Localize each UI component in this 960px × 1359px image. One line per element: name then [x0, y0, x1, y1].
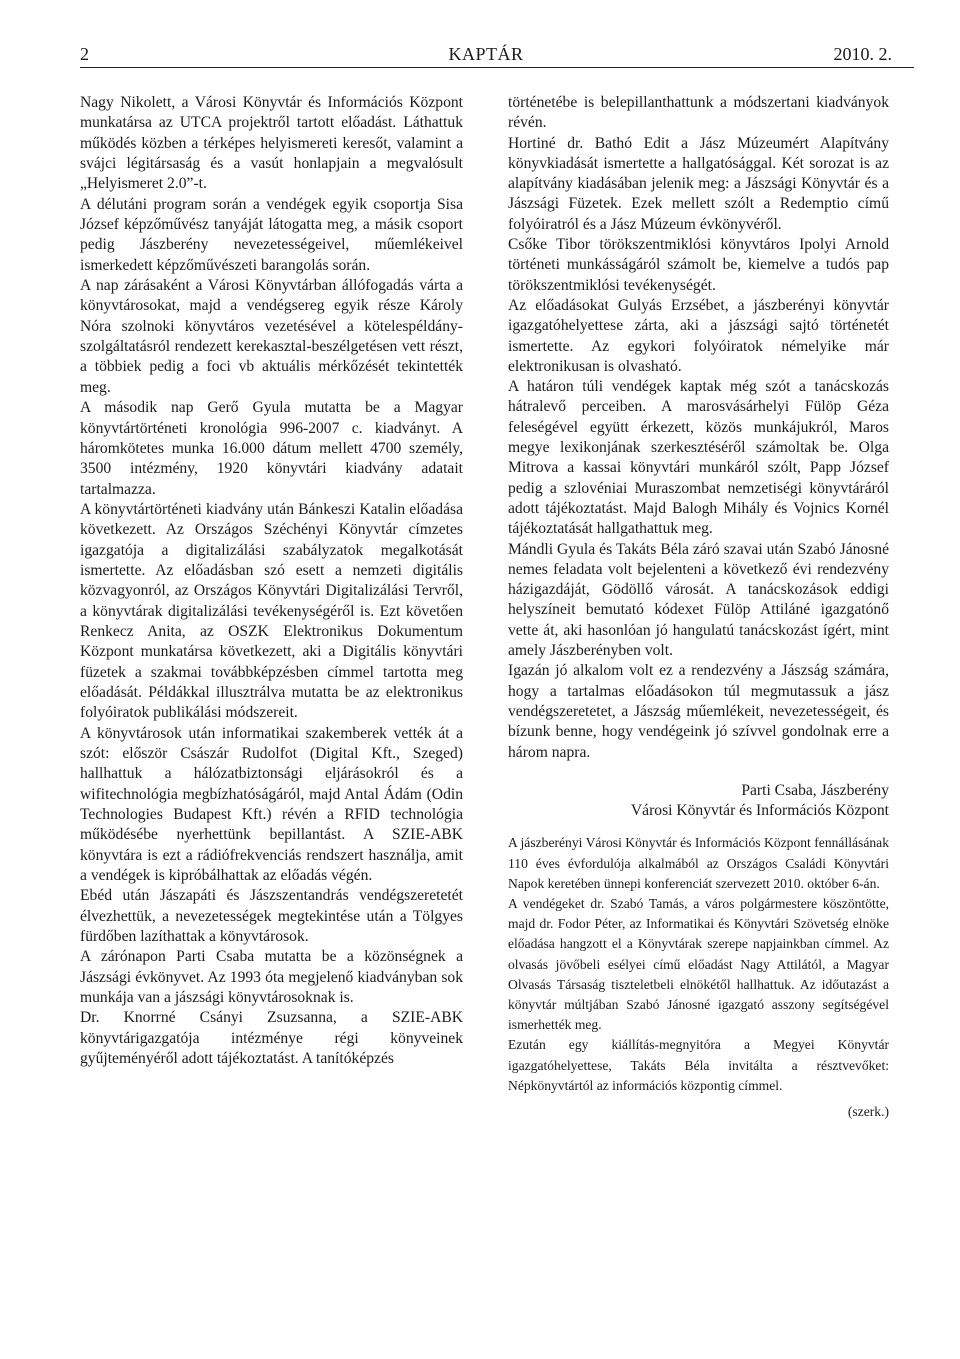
paragraph: Hortiné dr. Bathó Edit a Jász Múzeumért Alapítvány könyvkiadását ismertette a hallgatósággal. Két sorozat is az alapítvány kiadásában jelenik meg: a Jászsági Könyvtár és a Jászsági Füzetek. Ezek mellett szólt a Redemptio című folyóiratról és a Jász Múzeum évkönyvéről. — [508, 134, 889, 233]
paragraph: A zárónapon Parti Csaba mutatta be a közönségnek a Jászsági évkönyvet. Az 1993 óta megjelenő kiadványban sok munkája van a jászsági könyvtárosoknak is. — [80, 948, 463, 1007]
journal-title: KAPTÁR — [448, 44, 524, 64]
paragraph: A határon túli vendégek kaptak még szót a tanácskozás hátralevő perceiben. A marosvásárhelyi Fülöp Géza feleségével együtt érkezett, közös munkájukról, Maros megye lexikonjának szerkesztéséről számoltak be. Olga Mitrova a kassai könyvtári munkáról szólt, Papp József pedig a szlovéniai Muraszombat nemzetiségi könyvtáráról adott tájékoztatást. Majd Balogh Mihály és Vojnics Kornél tájékoztatását hallgathattuk meg. — [508, 378, 889, 538]
article-continuation — [508, 93, 889, 821]
page-number: 2 — [80, 44, 89, 64]
paragraph: A könyvtártörténeti kiadvány után Bánkeszi Katalin előadása következett. Az Országos Széchényi Könyvtár címzetes igazgatója a digitalizálási szabályzatok megalkotását ismertette. Az előadásban szó esett a nemzeti digitális közvagyonról, az Országos Könyvtári Digitalizálási Tervről, a könyvtárak digitalizálási tevékenységéről is. Ezt követően Renkecz Anita, az OSZK Elektronikus Dokumentum Központ munkatársa következett, aki a Digitális könyvtári füzetek a szakmai továbbképzésben címmel tartotta meg előadását. Példákkal illusztrálva mutatta be az elektronikus folyóiratok publikálási módszereit. — [80, 500, 463, 722]
left-column — [80, 93, 463, 1070]
paragraph: Nagy Nikolett, a Városi Könyvtár és Információs Központ munkatársa az UTCA projektről tartott előadást. Láthattuk működés közben a térképes helyismereti keresőt, valamint a svájci légitársaság és a vasút honlapjain a megvalósult „Helyismeret 2.0”-t. — [80, 94, 463, 193]
paragraph: A délutáni program során a vendégek egyik csoportja Sisa József képzőművész tanyáját látogatta meg, a másik csoport pedig Jászberény nevezetességeivel, műemlékeivel ismerkedett képzőművészeti barangolás során. — [80, 195, 463, 274]
paragraph: A második nap Gerő Gyula mutatta be a Magyar könyvtártörténeti kronológia 996-2007 c. kiadványt. A háromkötetes munka 16.000 dátum mellett 4700 személy, 3500 intézmény, 1920 könyvtári kiadvány adatait tartalmazza. — [80, 399, 463, 498]
paragraph: Ebéd után Jászapáti és Jászszentandrás vendégszeretetét élvezhettük, a nevezetességek megtekintése után a Tölgyes fürdőben lazíthattak a könyvtárosok. — [80, 887, 463, 946]
paragraph: Az előadásokat Gulyás Erzsébet, a jászberényi könyvtár igazgatóhelyettese zárta, aki a jászsági sajtó történetét ismertette. Az egykori folyóiratok némelyike már elektronikusan is olvasható. — [508, 296, 889, 375]
header-rule — [80, 67, 914, 68]
news-item — [508, 833, 889, 1122]
editor-credit: (szerk.) — [847, 1104, 889, 1120]
paragraph: Csőke Tibor törökszentmiklósi könyvtáros Ipolyi Arnold történeti munkásságáról számolt be, kiemelve a tudós pap törökszentmiklósi tevékenységét. — [508, 236, 889, 294]
paragraph: A vendégeket dr. Szabó Tamás, a város polgármestere köszöntötte, majd dr. Fodor Péter, az Informatikai és Könyvtári Szövetség elnöke előadása hangzott el a Könyvtárak szerepe napjainkban címmel. Az olvasás jövőbeli esélyei című előadást Nagy Attilától, a Magyar Olvasás Társaság tiszteletbeli elnökétől hallhattuk. Az időutazást a könyvtár múltjában Szabó Jánosné igazgató asszony segítségével ismerhették meg. — [508, 896, 889, 1033]
paragraph: A könyvtárosok után informatikai szakemberek vették át a szót: először Császár Rudolfot (Digital Kft., Szeged) hallhattuk a hálózatbiztonsági eljárásokról és a wifitechnológia megbízhatóságáról, majd Antal Ádám (Odin Technologies Budapest Kft.) révén a RFID technológia működésébe nyerhettünk bepillantást. A SZIE-ABK könyvtára is ezt a rádiófrekvenciás rendszert használja, amit a vendégek is kipróbálhattak az előadás végén. — [80, 724, 463, 885]
paragraph: történetébe is belepillanthattunk a módszertani kiadványok révén. — [508, 94, 889, 132]
paragraph: A nap zárásaként a Városi Könyvtárban állófogadás várta a könyvtárosokat, majd a vendégsereg egyik része Károly Nóra szolnoki könyvtáros vezetésével a kötelespéldány-szolgáltatásról rendezett kerekasztal-beszélgetésen vett részt, a többiek pedig a foci vb aktuális mérkőzését tekintették meg. — [80, 277, 463, 396]
paragraph: Mándli Gyula és Takáts Béla záró szavai után Szabó Jánosné nemes feladata volt bejelenteni a következő évi rendezvény házigazdáját, Gödöllő városát. A tanácskozások eddigi helyszíneit bemutató kódexet Fülöp Attiláné igazgatónő vette át, aki hasonlóan jó hangulatú tanácskozást ígért, mint amely Jászberényben volt. — [508, 540, 889, 660]
signature-name: Parti Csaba, Jászberény — [741, 781, 889, 799]
right-column — [508, 93, 889, 1122]
paragraph: A jászberényi Városi Könyvtár és Információs Központ fennállásának 110 éves évfordulója alkalmából az Országos Családi Könyvtári Napok keretében ünnepi konferenciát szervezett 2010. október 6-án. — [508, 835, 889, 891]
issue-number: 2010. 2. — [833, 44, 892, 64]
signature-institution: Városi Könyvtár és Információs Központ — [630, 802, 889, 820]
paragraph: Dr. Knorrné Csányi Zsuzsanna, a SZIE-ABK könyvtárigazgatója intézménye régi könyveinek gyűjteményéről adott tájékoztatást. A tanítóképzés — [80, 1009, 463, 1068]
paragraph: Igazán jó alkalom volt ez a rendezvény a Jászság számára, hogy a tartalmas előadásokon túl megmutassuk a jász vendégszeretetet, a Jászság műemlékeit, nevezetességeit, és bízunk benne, hogy vendégeink jó szívvel gondolnak erre a három napra. — [508, 662, 889, 761]
paragraph: Ezután egy kiállítás-megnyitóra a Megyei Könyvtár igazgatóhelyettese, Takáts Béla invitálta a résztvevőket: Népkönyvtártól az információs központig címmel. — [508, 1037, 889, 1093]
